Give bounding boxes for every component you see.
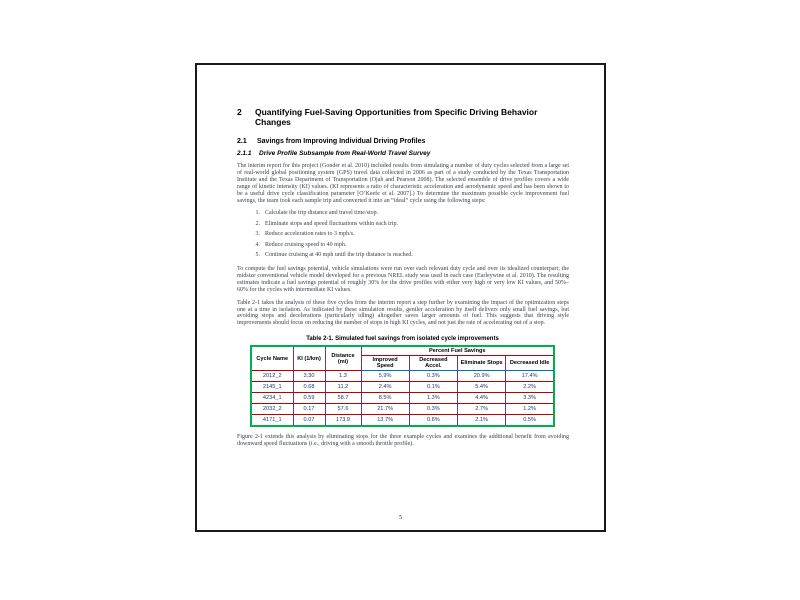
paragraph-figure-reference: Figure 2-1 extends this analysis by eliminating stops for the three example cycles and examines the additional benefit from avoiding downward speed fluctuations (i.e., driving with a smooth throttle profile). — [237, 434, 569, 448]
cell-cycle-name: 4171_1 — [251, 415, 293, 427]
cell-distance: 58.7 — [325, 393, 361, 404]
list-item-text: Eliminate stops and speed fluctuations within each trip. — [265, 220, 398, 227]
list-item — [252, 242, 569, 249]
cell-ki: 3.30 — [293, 371, 325, 382]
cell-cycle-name: 2032_2 — [251, 404, 293, 415]
cell-decreased-idle: 3.3% — [506, 393, 554, 404]
list-item — [252, 252, 569, 259]
section-number: 2 — [237, 107, 242, 117]
sub-header-decreased-idle: Decreased Idle — [506, 356, 554, 371]
list-item-number: 1. — [255, 210, 260, 217]
table-caption: Table 2-1. Simulated fuel savings from isolated cycle improvements — [306, 336, 499, 343]
subsection-number: 2.1 — [237, 138, 247, 145]
cell-improved-speed: 21.7% — [361, 404, 409, 415]
fuel-savings-table — [250, 345, 555, 427]
cell-improved-speed: 5.9% — [361, 371, 409, 382]
cell-decreased-idle: 0.5% — [506, 415, 554, 427]
sub-header-eliminate-stops: Eliminate Stops — [458, 356, 506, 371]
cell-eliminate-stops: 2.1% — [458, 415, 506, 427]
cell-decreased-accel: 0.3% — [409, 371, 457, 382]
cell-ki: 0.17 — [293, 404, 325, 415]
paragraph-comparison: To compute the fuel savings potential, vehicle simulations were run over each relevant duty cycle and over its idealized counterpart; the midsize conventional vehicle model developed for a previous NREL study was used in each case (Earleywine et al. 2010). The resulting estimates indicate a fuel savings potential of roughly 30% for the drive profiles with either very high or very low KI values, and 50%–60% for the cycles with intermediate KI values. — [237, 265, 569, 293]
list-item-number: 5. — [255, 252, 260, 259]
cell-cycle-name: 2145_1 — [251, 382, 293, 393]
table-row — [251, 393, 554, 404]
list-item — [252, 210, 569, 217]
list-item-number: 2. — [255, 220, 260, 227]
cell-distance: 173.9 — [325, 415, 361, 427]
cell-ki: 0.07 — [293, 415, 325, 427]
list-item-text: Reduce cruising speed to 40 mph. — [265, 241, 347, 248]
cell-decreased-accel: 0.3% — [409, 404, 457, 415]
cell-decreased-idle: 17.4% — [506, 371, 554, 382]
cell-eliminate-stops: 20.9% — [458, 371, 506, 382]
cell-decreased-accel: 0.1% — [409, 382, 457, 393]
list-item-number: 3. — [255, 231, 260, 238]
col-header-cycle-name: Cycle Name — [251, 346, 293, 371]
list-item — [252, 231, 569, 238]
list-item-text: Calculate the trip distance and travel time/stop. — [265, 210, 379, 217]
table-row — [251, 371, 554, 382]
table-row — [251, 382, 554, 393]
cell-decreased-accel: 0.6% — [409, 415, 457, 427]
cell-distance: 11.2 — [325, 382, 361, 393]
subsubsection-heading — [237, 150, 569, 158]
ideal-cycle-steps-list — [252, 210, 569, 259]
table-header — [251, 346, 554, 371]
page-number: 5 — [399, 515, 402, 521]
paragraph-table-discussion: Table 2-1 takes the analysis of these five cycles from the interim report a step further by examining the impact of the optimization steps one at a time in isolation. As indicated by these simulation results, gentler acceleration by itself delivers only small fuel savings, but avoiding stops and decelerations (particularly idling) altogether saves larger amounts of fuel. This suggests that driving style improvements should focus on reducing the number of stops in high KI cycles, and not just the rate of accelerating out of a stop. — [237, 299, 569, 327]
cell-ki: 0.59 — [293, 393, 325, 404]
cell-cycle-name: 2012_2 — [251, 371, 293, 382]
cell-eliminate-stops: 4.4% — [458, 393, 506, 404]
table-row — [251, 404, 554, 415]
sub-header-decreased-accel: Decreased Accel. — [409, 356, 457, 371]
list-item — [252, 221, 569, 228]
cell-decreased-idle: 2.2% — [506, 382, 554, 393]
sub-header-improved-speed: Improved Speed — [361, 356, 409, 371]
section-title: Quantifying Fuel-Saving Opportunities from Specific Driving Behavior Changes — [255, 107, 538, 127]
cell-distance: 1.3 — [325, 371, 361, 382]
cell-improved-speed: 2.4% — [361, 382, 409, 393]
col-header-ki: KI (1/km) — [293, 346, 325, 371]
cell-improved-speed: 8.5% — [361, 393, 409, 404]
page-content — [237, 107, 569, 454]
subsection-title: Savings from Improving Individual Driving Profiles — [257, 138, 426, 145]
list-item-text: Reduce acceleration rates to 3 mph/s. — [265, 231, 355, 238]
section-heading — [237, 107, 569, 127]
cell-decreased-accel: 1.3% — [409, 393, 457, 404]
cell-cycle-name: 4234_1 — [251, 393, 293, 404]
paragraph-intro: The interim report for this project (Gonder et al. 2010) included results from simulating a number of duty cycles selected from a large set of real-world global positioning system (GPS) travel data collected in 2006 as part of a study conducted by the Texas Transportation Institute and the Texas Department of Transportation (Ojah and Pearson 2008). The selected ensemble of drive profiles covers a wide range of kinetic intensity (KI) values. (KI represents a ratio of characteristic acceleration and aerodynamic speed and has been shown to be a useful drive cycle classification parameter [O’Keefe et al. 2007].) To determine the maximum possible cycle improvement fuel savings, the team took each sample trip and converted it into an “ideal” cycle using the following steps: — [237, 163, 569, 204]
cell-distance: 57.6 — [325, 404, 361, 415]
subsection-heading — [237, 138, 569, 146]
cell-decreased-idle: 1.2% — [506, 404, 554, 415]
subsubsection-title: Drive Profile Subsample from Real-World Travel Survey — [259, 150, 431, 157]
cell-improved-speed: 13.7% — [361, 415, 409, 427]
cell-eliminate-stops: 5.4% — [458, 382, 506, 393]
list-item-number: 4. — [255, 241, 260, 248]
cell-ki: 0.68 — [293, 382, 325, 393]
cell-eliminate-stops: 2.7% — [458, 404, 506, 415]
col-group-header-percent-fuel-savings: Percent Fuel Savings — [361, 346, 554, 356]
list-item-text: Continue cruising at 40 mph until the trip distance is reached. — [265, 252, 413, 259]
document-page — [195, 63, 606, 532]
subsubsection-number: 2.1.1 — [237, 150, 252, 157]
col-header-distance: Distance (mi) — [325, 346, 361, 371]
table-row — [251, 415, 554, 427]
